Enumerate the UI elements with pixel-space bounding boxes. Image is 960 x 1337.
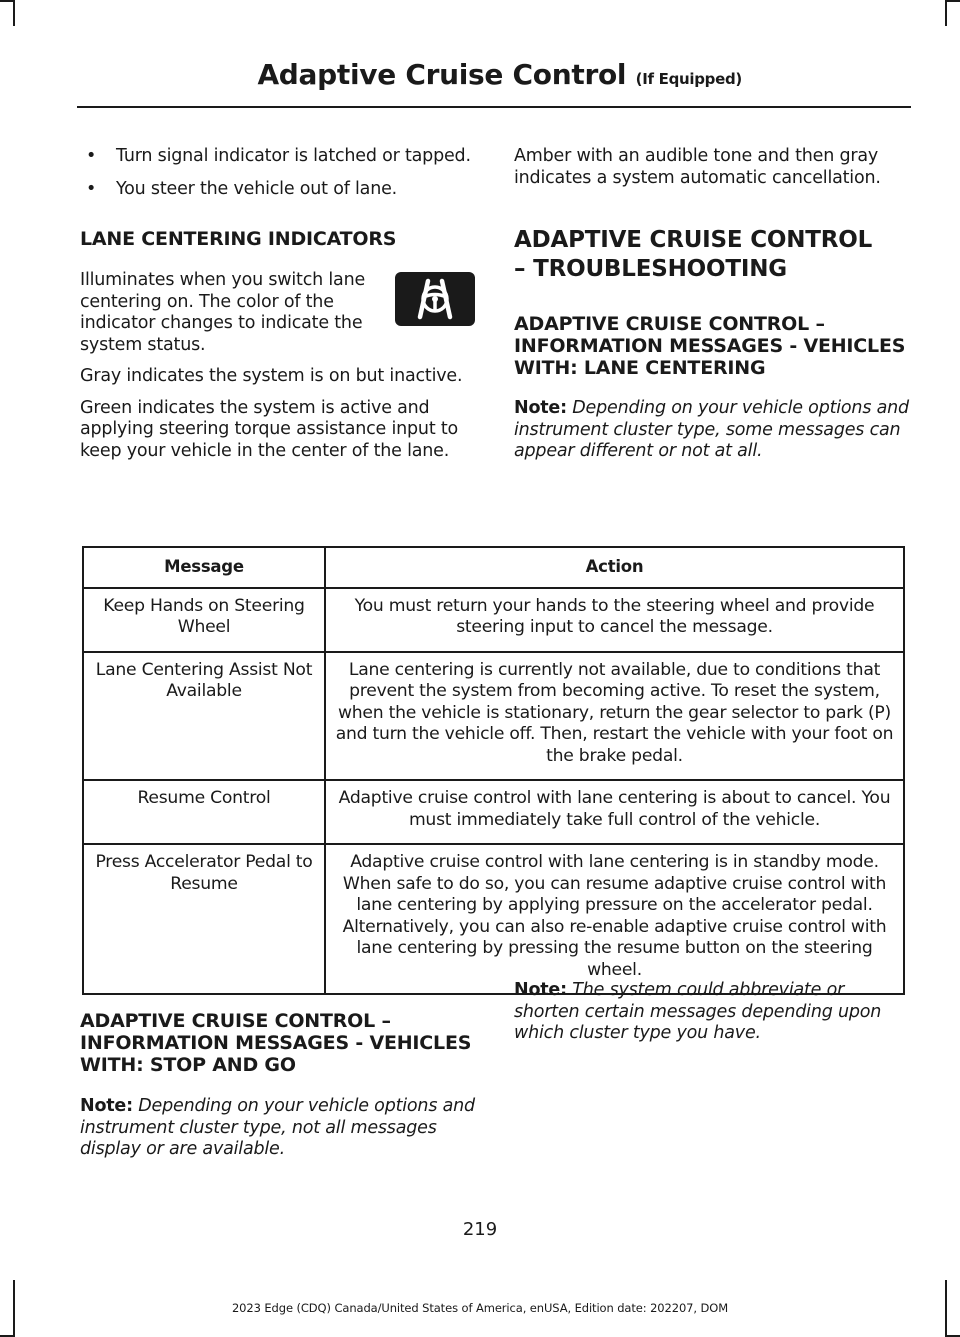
note-label: Note: — [514, 980, 567, 1000]
note-abbreviate — [514, 980, 909, 1045]
crop-mark — [13, 0, 15, 26]
bullet-text: You steer the vehicle out of lane. — [116, 178, 398, 199]
bullet-text: Turn signal indicator is latched or tapped. — [116, 146, 471, 166]
message-cell: Resume Control — [83, 780, 325, 844]
gray-indicator-paragraph: Gray indicates the system is on but inactive. — [80, 366, 463, 386]
sub-heading-lane-centering-messages: ADAPTIVE CRUISE CONTROL – INFORMATION MESSAGES - VEHICLES WITH: LANE CENTERING — [514, 313, 906, 379]
lane-centering-steering-wheel-icon — [395, 272, 475, 326]
note-stop-and-go — [80, 1096, 475, 1161]
message-cell: Keep Hands on Steering Wheel — [83, 588, 325, 652]
bullet-list — [80, 146, 475, 200]
amber-indicator-paragraph: Amber with an audible tone and then gray indicates a system automatic cancellation. — [514, 146, 881, 188]
action-cell: Adaptive cruise control with lane centering is about to cancel. You must immediately take full control of the vehicle. — [325, 780, 904, 844]
note-text: The system could abbreviate or shorten certain messages depending upon which cluster type you have. — [514, 980, 882, 1043]
bullet-item — [80, 179, 475, 201]
action-cell: You must return your hands to the steering wheel and provide steering input to cancel the message. — [325, 588, 904, 652]
message-cell: Lane Centering Assist Not Available — [83, 652, 325, 781]
action-cell: Adaptive cruise control with lane centering is in standby mode. When safe to do so, you can resume adaptive cruise control with lane centering by applying pressure on the accelerator pedal. Alternatively, you can also re-enable adaptive cruise control with lane centering by pressing the resume button on the steering wheel. — [325, 844, 904, 994]
page-number: 219 — [462, 1219, 498, 1240]
bullet-glyph: • — [86, 178, 97, 199]
table-row — [83, 780, 904, 844]
header-title-suffix: (If Equipped) — [635, 70, 742, 88]
header-title-text: Adaptive Cruise Control — [257, 58, 627, 91]
table-header-row — [83, 547, 904, 588]
note-text: Depending on your vehicle options and instrument cluster type, some messages can appear different or not at all. — [514, 398, 909, 461]
note-label: Note: — [80, 1096, 133, 1116]
right-column — [514, 146, 909, 473]
header-rule — [77, 106, 911, 108]
message-cell: Press Accelerator Pedal to Resume — [83, 844, 325, 994]
column-header-action: Action — [325, 547, 904, 588]
main-heading-line2: – TROUBLESHOOTING — [514, 256, 787, 282]
bottom-right-column — [514, 980, 909, 1055]
crop-mark — [0, 0, 13, 2]
table-row — [83, 588, 904, 652]
column-header-message: Message — [83, 547, 325, 588]
action-cell: Lane centering is currently not available, due to conditions that prevent the system from becoming active. To reset the system, when the vehicle is stationary, return the gear selector to park (P) and turn the vehicle off. Then, restart the vehicle with your foot on the brake pedal. — [325, 652, 904, 781]
crop-mark — [945, 0, 947, 26]
crop-mark — [947, 0, 960, 2]
section-heading-lane-centering-indicators: LANE CENTERING INDICATORS — [80, 228, 397, 250]
note-label: Note: — [514, 398, 567, 418]
page-footer: 2023 Edge (CDQ) Canada/United States of America, enUSA, Edition date: 202207, DOM — [231, 1301, 729, 1315]
note-lane-centering — [514, 398, 909, 463]
table-row — [83, 844, 904, 994]
indicator-description: Illuminates when you switch lane centering on. The color of the indicator changes to indicate the system status. — [80, 270, 366, 355]
bullet-item — [80, 146, 475, 168]
left-column — [80, 146, 475, 472]
section-heading-stop-and-go: ADAPTIVE CRUISE CONTROL – INFORMATION MESSAGES - VEHICLES WITH: STOP AND GO — [80, 1010, 472, 1076]
note-text: Depending on your vehicle options and instrument cluster type, not all messages display or are available. — [80, 1096, 475, 1159]
bullet-glyph: • — [86, 146, 97, 166]
page-header-title — [257, 58, 742, 91]
main-heading-line1: ADAPTIVE CRUISE CONTROL — [514, 227, 873, 253]
table-row — [83, 652, 904, 781]
information-messages-table — [82, 546, 905, 995]
bottom-left-column — [80, 1010, 475, 1171]
green-indicator-paragraph: Green indicates the system is active and applying steering torque assistance input to keep your vehicle in the center of the lane. — [80, 397, 459, 461]
